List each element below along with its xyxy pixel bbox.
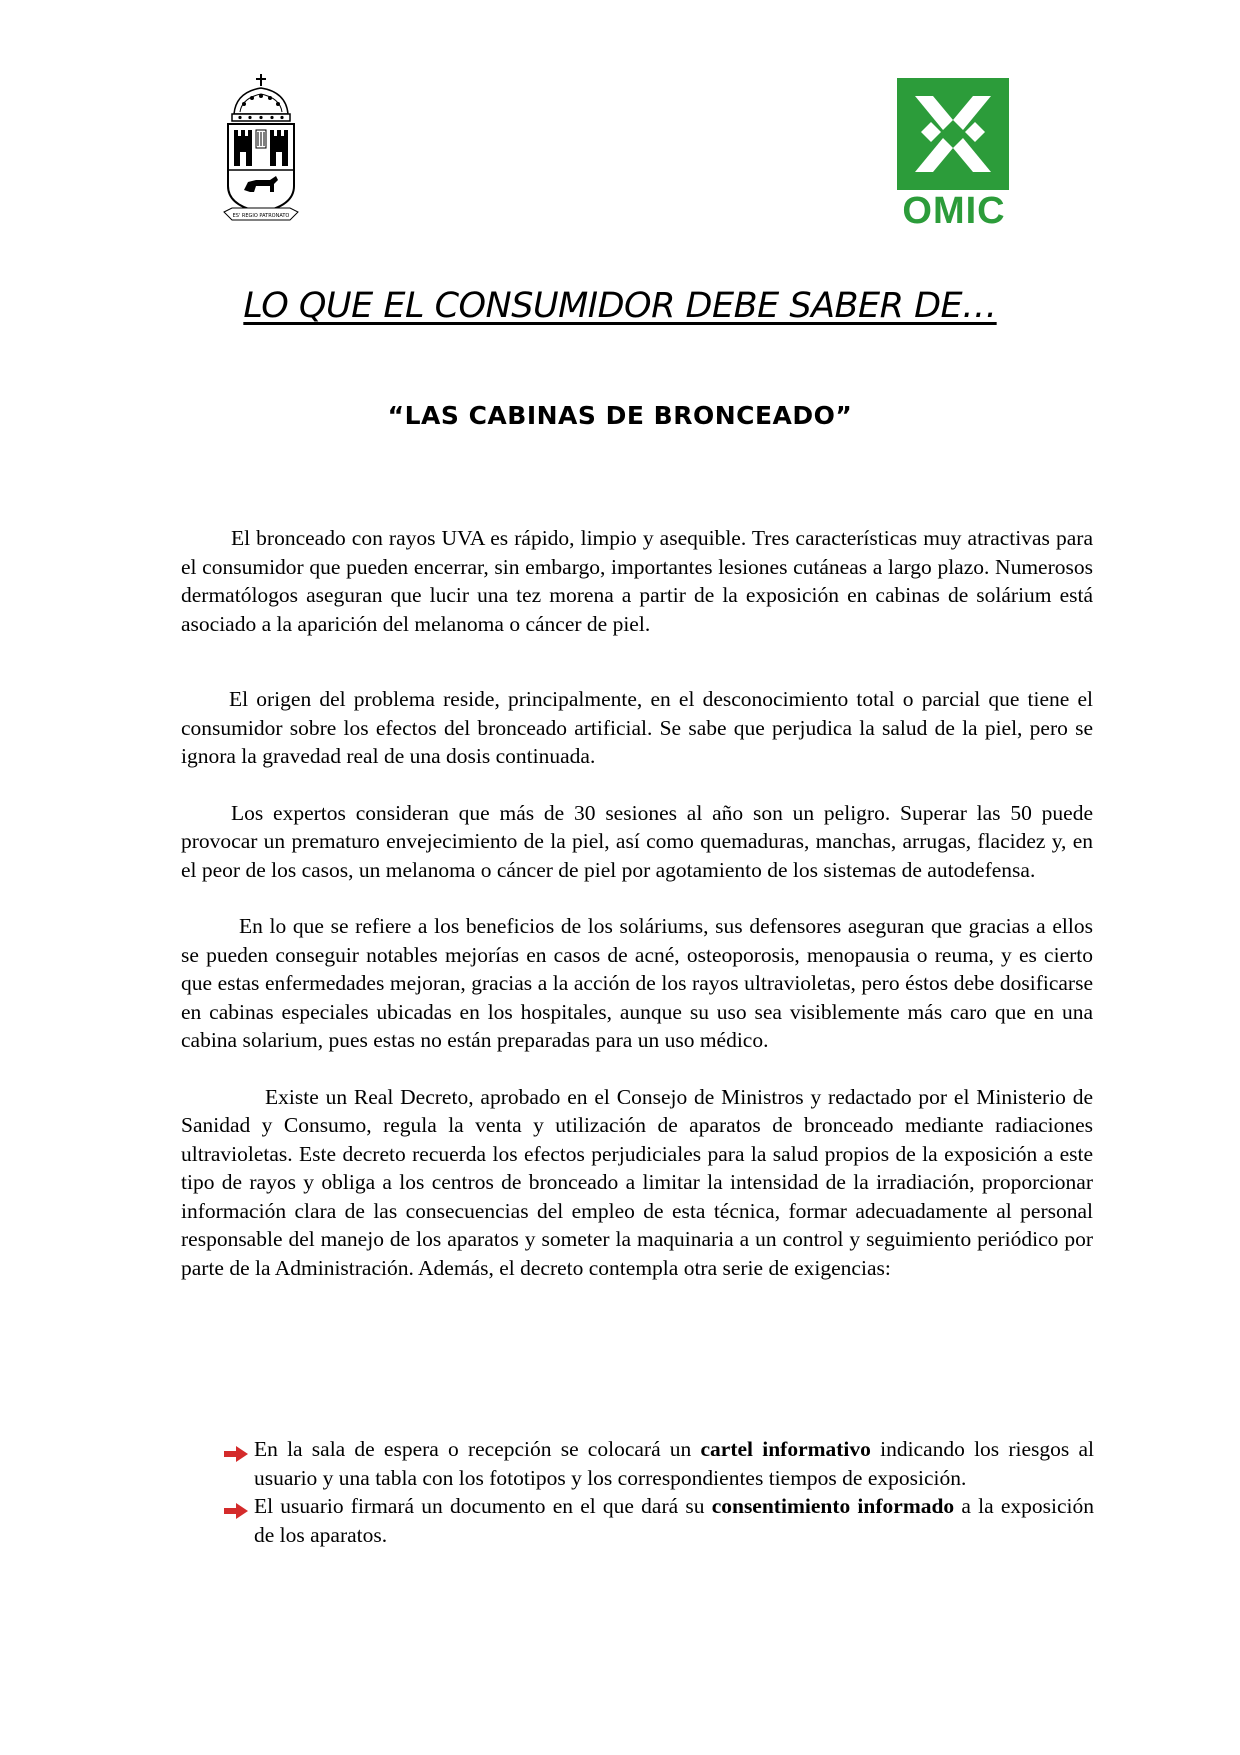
paragraph: En lo que se refiere a los beneficios de los soláriums, sus defensores aseguran que gracias a ellos se pueden conseguir notables mejorías en casos de acné, osteoporosis, menopausia o reuma, y es cierto que estas enfermedades mejoran, gracias a la acción de los rayos ultravioletas, pero éstos debe dosificarse en cabinas especiales ubicadas en los hospitales, aunque su uso sea visiblemente más caro que en una cabina solarium, pues estas no están preparadas para un uso médico.	[181, 914, 1093, 1052]
omic-emblem-icon	[897, 78, 1009, 190]
bullet-bold-text: consentimiento informado	[711, 1494, 955, 1518]
page-title: LO QUE EL CONSUMIDOR DEBE SABER DE…	[243, 286, 997, 326]
list-item	[224, 1435, 1094, 1492]
bullet-text-start: En la sala de espera o recepción se colocará un	[254, 1437, 701, 1461]
bullet-text-end: a la exposición de los aparatos.	[254, 1494, 1095, 1547]
bullet-bold-text: cartel informativo	[700, 1437, 871, 1461]
paragraph: El origen del problema reside, principalmente, en el desconocimiento total o parcial que tiene el consumidor sobre los efectos del bronceado artificial. Se sabe que perjudica la salud de la piel, pero se ignora la gravedad real de una dosis continuada.	[181, 687, 1093, 768]
paragraph: Existe un Real Decreto, aprobado en el Consejo de Ministros y redactado por el Ministerio de Sanidad y Consumo, regula la venta y utilización de aparatos de bronceado mediante radiaciones ultravioletas. Este decreto recuerda los efectos perjudiciales para la salud propios de la exposición a este tipo de rayos y obliga a los centros de bronceado a limitar la intensidad de la irradiación, proporcionar información clara de las consecuencias del empleo de esta técnica, formar adecuadamente al personal responsable del manejo de los aparatos y someter la maquinaria a un control y seguimiento periódico por parte de la Administración. Además, el decreto contempla otra serie de exigencias:	[181, 1084, 1093, 1280]
requirements-list	[224, 1435, 1094, 1549]
list-item	[224, 1492, 1094, 1549]
bullet-text-end: indicando los riesgos al usuario y una tabla con los fototipos y los correspondientes tiempos de exposición.	[254, 1437, 1094, 1490]
coat-of-arms-logo	[222, 74, 300, 226]
coat-motto: ES' REGIO PATRONATO	[232, 213, 290, 219]
red-arrow-icon	[224, 1441, 248, 1457]
page-subtitle: “LAS CABINAS DE BRONCEADO”	[387, 401, 853, 430]
bullet-text-start: El usuario firmará un documento en el que dará su	[254, 1494, 712, 1518]
omic-logo-text: OMIC	[902, 190, 1006, 232]
red-arrow-icon	[224, 1498, 248, 1514]
body-text	[181, 524, 1093, 1282]
omic-logo	[897, 78, 1011, 230]
paragraph: El bronceado con rayos UVA es rápido, limpio y asequible. Tres características muy atractivas para el consumidor que pueden encerrar, sin embargo, importantes lesiones cutáneas a largo plazo. Numerosos dermatólogos aseguran que lucir una tez morena a partir de la exposición en cabinas de solárium está asociado a la aparición del melanoma o cáncer de piel.	[181, 526, 1093, 636]
paragraph: Los expertos consideran que más de 30 sesiones al año son un peligro. Superar las 50 puede provocar un prematuro envejecimiento de la piel, así como quemaduras, manchas, arrugas, flacidez y, en el peor de los casos, un melanoma o cáncer de piel por agotamiento de los sistemas de autodefensa.	[181, 800, 1093, 882]
